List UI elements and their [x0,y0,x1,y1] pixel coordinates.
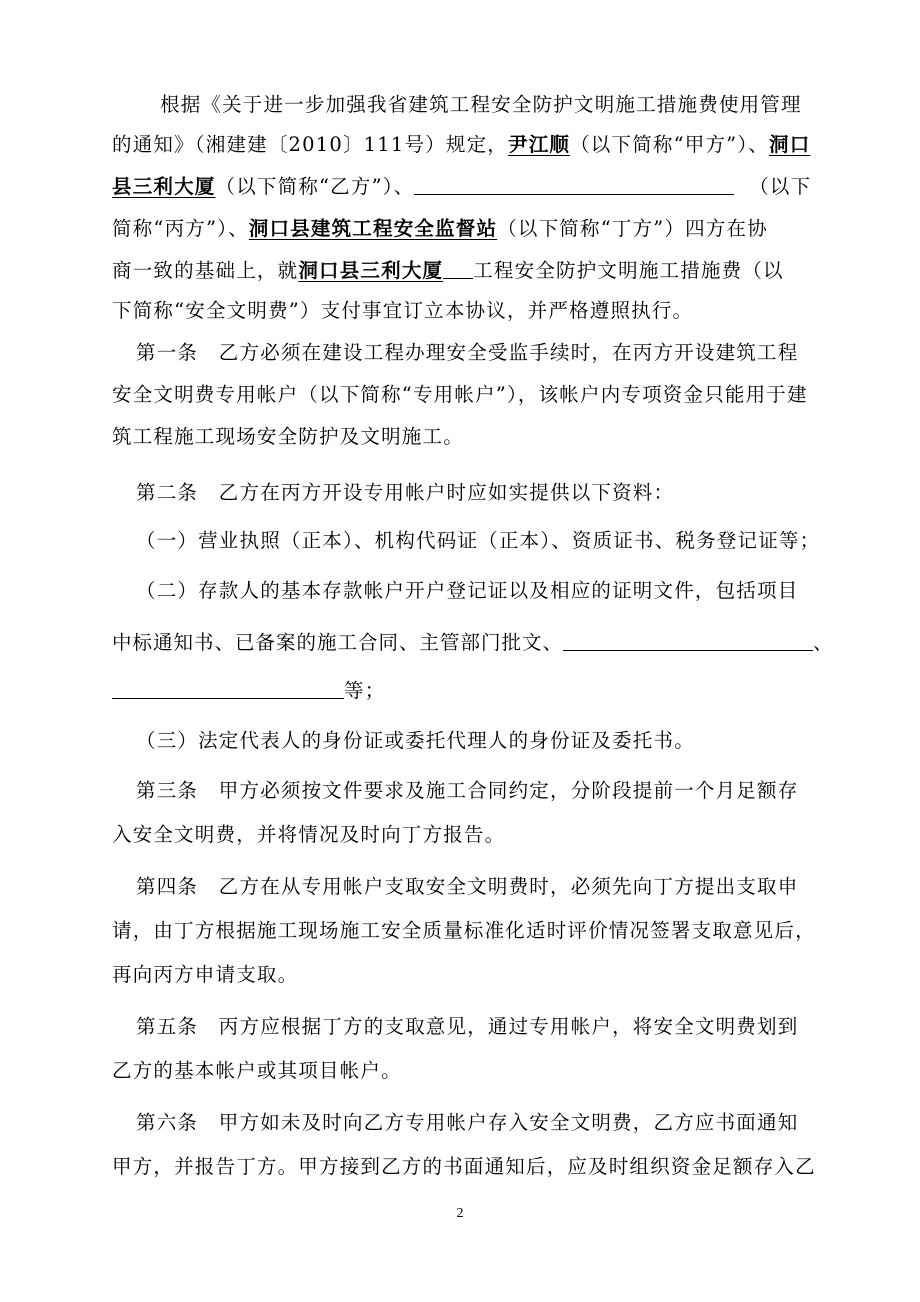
project-name: 洞口县三利大厦 [298,259,444,282]
article-3-line-2: 入安全文明费，并将情况及时向丁方报告。 [112,823,506,846]
party-ding-name: 洞口县建筑工程安全监督站 [248,217,498,240]
article-2-item-1: （一）营业执照（正本）、机构代码证（正本）、资质证书、税务登记证等； [136,529,821,552]
party-jia-name: 尹江顺 [508,133,571,156]
article-1-line-3: 筑工程施工现场安全防护及文明施工。 [112,425,464,448]
article-2-item-2-line-1: （二）存款人的基本存款帐户开户登记证以及相应的证明文件，包括项目 [136,579,799,602]
article-5-line-1: 第五条 丙方应根据丁方的支取意见，通过专用帐户，将安全文明费划到 [136,1015,799,1038]
article-1-line-1: 第一条 乙方必须在建设工程办理安全受监手续时，在丙方开设建筑工程 [136,341,799,364]
article-2-item-2-line-3: 等； [112,676,385,706]
article-5-line-2: 乙方的基本帐户或其项目帐户。 [112,1059,402,1082]
other-doc-blank [112,678,344,699]
party-bing-blank [414,174,734,195]
page-number: 2 [456,1206,464,1221]
article-3-line-1: 第三条 甲方必须按文件要求及施工合同约定，分阶段提前一个月足额存 [136,779,799,802]
approval-doc-blank [563,630,813,651]
intro-line-4: 简称“丙方”）、洞口县建筑工程安全监督站（以下简称“丁方”）四方在协 [112,217,768,240]
article-2-item-3: （三）法定代表人的身份证或委托代理人的身份证及委托书。 [136,729,695,752]
project-name-blank [443,258,473,279]
article-4-line-3: 再向丙方申请支取。 [112,963,299,986]
intro-line-5: 商一致的基础上，就洞口县三利大厦 工程安全防护文明施工措施费（以 [112,259,784,282]
article-6-line-2: 甲方，并报告丁方。甲方接到乙方的书面通知后，应及时组织资金足额存入乙 [112,1155,816,1178]
intro-line-6: 下简称“安全文明费”）支付事宜订立本协议，并严格遵照执行。 [112,299,694,322]
party-yi-name-part1: 洞口 [769,133,811,156]
article-2-item-2-line-2: 中标通知书、已备案的施工合同、主管部门批文、 、 [112,631,834,654]
intro-line-1: 根据《关于进一步加强我省建筑工程安全防护文明施工措施费使用管理 [160,93,802,116]
article-2-line-1: 第二条 乙方在丙方开设专用帐户时应如实提供以下资料： [136,481,675,504]
intro-line-2: 的通知》（湘建建〔2010〕111号）规定，尹江顺（以下简称“甲方”）、洞口 [112,133,811,156]
article-4-line-1: 第四条 乙方在从专用帐户支取安全文明费时，必须先向丁方提出支取申 [136,875,799,898]
article-4-line-2: 请，由丁方根据施工现场施工安全质量标准化适时评价情况签署支取意见后， [112,919,816,942]
article-1-line-2: 安全文明费专用帐户（以下简称“专用帐户”），该帐户内专项资金只能用于建 [112,383,808,406]
article-6-line-1: 第六条 甲方如未及时向乙方专用帐户存入安全文明费，乙方应书面通知 [136,1111,799,1134]
party-yi-name-part2: 县三利大厦 [112,175,216,198]
intro-line-3: 县三利大厦（以下简称“乙方”）、 （以下 [112,175,812,198]
